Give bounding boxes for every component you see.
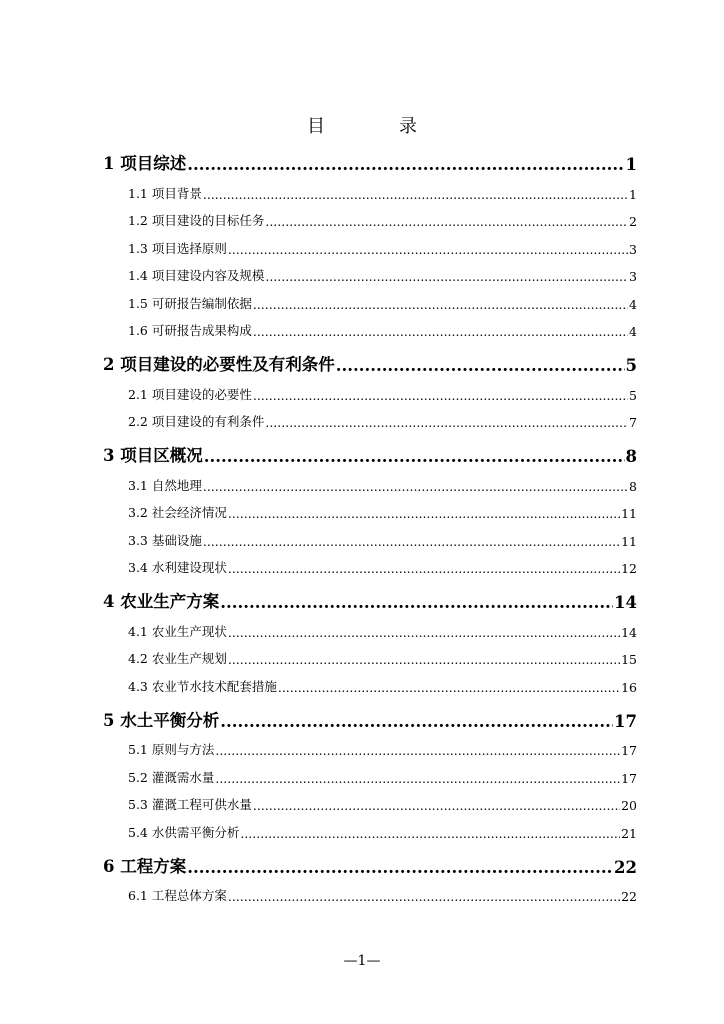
dot-leader xyxy=(220,712,613,731)
toc-chapter[interactable] xyxy=(103,148,637,174)
dot-leader xyxy=(253,324,628,339)
dot-leader xyxy=(228,242,628,257)
dot-leader xyxy=(253,388,628,403)
dot-leader xyxy=(240,826,620,841)
toc-entry-label: 1.6 可研报告成果构成 xyxy=(128,323,252,338)
toc-chapter[interactable] xyxy=(103,586,637,612)
toc-entry[interactable] xyxy=(103,466,637,494)
dot-leader xyxy=(203,187,628,202)
toc-entry-page-number: 12 xyxy=(621,561,637,576)
dot-leader xyxy=(187,155,624,174)
toc-entry-label: 5.4 水供需平衡分析 xyxy=(128,824,240,840)
dot-leader xyxy=(187,858,613,877)
toc-entry-page-number: 4 xyxy=(629,296,637,312)
toc-entry[interactable] xyxy=(103,229,637,257)
toc-entry[interactable] xyxy=(103,758,637,786)
toc-entry-page-number: 22 xyxy=(621,889,637,904)
toc-entry[interactable] xyxy=(103,877,637,905)
toc-entry-page-number: 17 xyxy=(621,770,637,786)
dot-leader xyxy=(253,297,628,312)
toc-entry[interactable] xyxy=(103,786,637,814)
page-number-footer: —1— xyxy=(343,953,381,969)
toc-entry-page-number: 21 xyxy=(621,825,637,841)
toc-entry[interactable] xyxy=(103,640,637,668)
toc-entry-label: 1.5 可研报告编制依据 xyxy=(128,295,252,311)
dot-leader xyxy=(228,561,620,576)
toc-entry-label: 4.3 农业节水技术配套措施 xyxy=(128,678,277,694)
toc-entry-page-number: 7 xyxy=(629,415,637,430)
toc-entry-label: 3.2 社会经济情况 xyxy=(128,505,227,520)
toc-entry[interactable] xyxy=(103,312,637,340)
toc-entry-page-number: 3 xyxy=(629,269,637,284)
dot-leader xyxy=(228,652,620,667)
toc-chapter-label: 1 项目综述 xyxy=(103,154,187,173)
toc-entry-label: 2.1 项目建设的必要性 xyxy=(128,386,252,402)
toc-chapter-label: 4 农业生产方案 xyxy=(103,592,220,611)
toc-chapter-page-number: 14 xyxy=(614,593,637,612)
toc-entry-page-number: 14 xyxy=(621,624,637,640)
toc-chapter-page-number: 17 xyxy=(614,711,637,731)
dot-leader xyxy=(265,269,628,284)
toc-entry-label: 4.2 农业生产规划 xyxy=(128,651,227,666)
toc-entry[interactable] xyxy=(103,375,637,403)
dot-leader xyxy=(265,214,628,229)
toc-chapter-page-number: 5 xyxy=(625,356,637,375)
dot-leader xyxy=(228,889,620,904)
dot-leader xyxy=(228,625,620,640)
toc-entry[interactable] xyxy=(103,813,637,841)
toc-chapter[interactable] xyxy=(103,349,637,375)
toc-entry-label: 3.4 水利建设现状 xyxy=(128,560,227,575)
toc-chapter-page-number: 8 xyxy=(625,447,637,466)
toc-chapter-label: 5 水土平衡分析 xyxy=(103,710,220,730)
toc-entry[interactable] xyxy=(103,494,637,522)
toc-entry-page-number: 1 xyxy=(629,186,637,202)
dot-leader xyxy=(228,506,620,521)
dot-leader xyxy=(265,415,628,430)
toc-chapter-page-number: 22 xyxy=(614,857,637,877)
toc-title: 目 录 xyxy=(307,116,445,137)
toc-entry-page-number: 15 xyxy=(621,652,637,667)
toc-chapter[interactable] xyxy=(103,705,637,731)
toc-entry-label: 2.2 项目建设的有利条件 xyxy=(128,414,265,429)
toc-entry[interactable] xyxy=(103,257,637,285)
dot-leader xyxy=(220,593,613,612)
toc-entry-page-number: 2 xyxy=(629,214,637,229)
toc-entry-page-number: 4 xyxy=(629,324,637,339)
toc-entry[interactable] xyxy=(103,403,637,431)
toc-entry-page-number: 11 xyxy=(621,533,637,549)
toc-chapter-label: 2 项目建设的必要性及有利条件 xyxy=(103,355,335,374)
toc-chapter-page-number: 1 xyxy=(625,155,637,174)
toc-entry-label: 3.3 基础设施 xyxy=(128,532,202,548)
toc-entry[interactable] xyxy=(103,521,637,549)
table-of-contents xyxy=(103,148,637,904)
toc-chapter[interactable] xyxy=(103,440,637,466)
toc-entry-label: 1.1 项目背景 xyxy=(128,185,202,201)
toc-entry-label: 5.2 灌溉需水量 xyxy=(128,769,215,785)
dot-leader xyxy=(336,356,625,375)
toc-entry-label: 6.1 工程总体方案 xyxy=(128,888,227,903)
toc-entry-label: 3.1 自然地理 xyxy=(128,477,202,493)
dot-leader xyxy=(204,447,625,466)
toc-entry[interactable] xyxy=(103,284,637,312)
toc-entry[interactable] xyxy=(103,202,637,230)
toc-entry-label: 1.3 项目选择原则 xyxy=(128,240,227,256)
toc-entry[interactable] xyxy=(103,612,637,640)
dot-leader xyxy=(215,743,620,758)
toc-entry-label: 4.1 农业生产现状 xyxy=(128,623,227,639)
dot-leader xyxy=(253,798,620,813)
dot-leader xyxy=(203,534,620,549)
toc-chapter-label: 3 项目区概况 xyxy=(103,446,203,465)
toc-entry-page-number: 17 xyxy=(621,743,637,758)
toc-chapter-label: 6 工程方案 xyxy=(103,856,187,876)
dot-leader xyxy=(278,680,620,695)
toc-chapter[interactable] xyxy=(103,851,637,877)
toc-entry-page-number: 8 xyxy=(629,478,637,494)
toc-entry-page-number: 5 xyxy=(629,387,637,403)
toc-entry-label: 1.4 项目建设内容及规模 xyxy=(128,268,265,283)
toc-entry-label: 5.3 灌溉工程可供水量 xyxy=(128,797,252,812)
toc-entry-page-number: 3 xyxy=(629,241,637,257)
toc-entry-page-number: 16 xyxy=(621,679,637,695)
dot-leader xyxy=(203,479,628,494)
toc-entry-page-number: 20 xyxy=(621,798,637,813)
toc-entry-page-number: 11 xyxy=(621,506,637,521)
toc-entry-label: 1.2 项目建设的目标任务 xyxy=(128,213,265,228)
toc-entry[interactable] xyxy=(103,731,637,759)
dot-leader xyxy=(215,771,620,786)
toc-entry[interactable] xyxy=(103,174,637,202)
toc-entry-label: 5.1 原则与方法 xyxy=(128,742,215,757)
toc-entry[interactable] xyxy=(103,549,637,577)
toc-entry[interactable] xyxy=(103,667,637,695)
